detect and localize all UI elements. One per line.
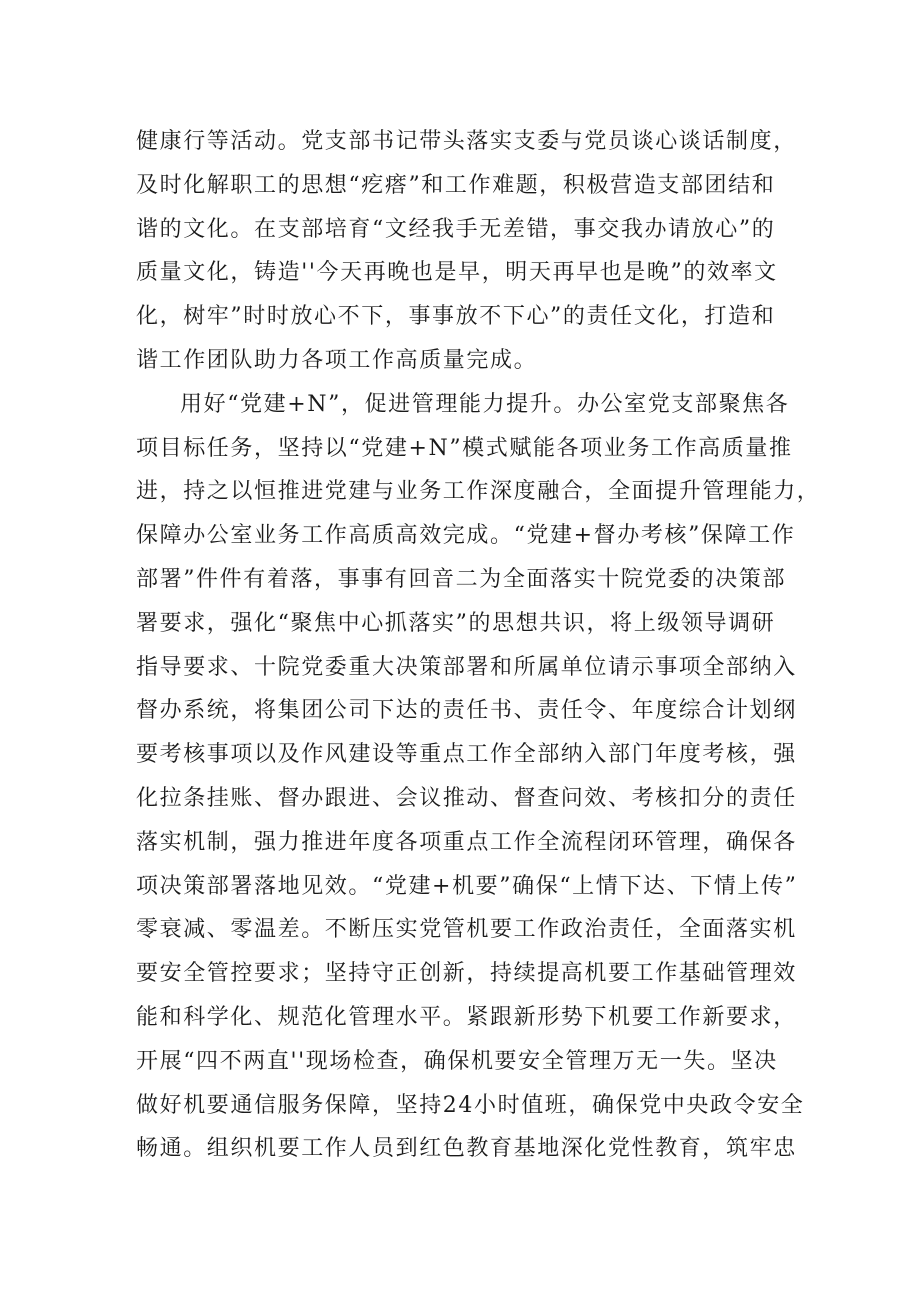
text-line: 化拉条挂账、督办跟进、会议推动、督查问效、考核扣分的责任 <box>136 785 797 811</box>
text-line: 督办系统，将集团公司下达的责任书、责任令、年度综合计划纲 <box>136 698 797 724</box>
text-line: 及时化解职工的思想“疙瘩”和工作难题，积极营造支部团结和 <box>136 172 776 198</box>
text-line: 畅通。组织机要工作人员到红色教育基地深化党性教育，筑牢忠 <box>136 1136 797 1162</box>
paragraph-start-line: 用好“党建+N”，促进管理能力提升。办公室党支部聚焦各 <box>180 391 790 417</box>
text-line: 要考核事项以及作风建设等重点工作全部纳入部门年度考核，强 <box>136 742 797 768</box>
text-line: 谐的文化。在支部培育“文经我手无差错，事交我办请放心”的 <box>136 216 776 242</box>
text-line: 健康行等活动。党支部书记带头落实支委与党员谈心谈话制度， <box>136 129 797 154</box>
text-line: 化，树牢”时时放心不下，事事放不下心”的责任文化，打造和 <box>136 304 776 330</box>
text-line: 进，持之以恒推进党建与业务工作深度融合，全面提升管理能力， <box>136 479 821 505</box>
text-line: 要安全管控要求；坚持守正创新，持续提高机要工作基础管理效 <box>136 961 797 987</box>
text-line: 质量文化，铸造''今天再晚也是早，明天再早也是晚”的效率文 <box>136 260 778 286</box>
text-line: 零衰减、零温差。不断压实党管机要工作政治责任，全面落实机 <box>136 917 797 943</box>
text-line: 指导要求、十院党委重大决策部署和所属单位请示事项全部纳入 <box>136 654 797 680</box>
text-line: 部署”件件有着落，事事有回音二为全面落实十院党委的决策部 <box>136 566 787 592</box>
body-text <box>136 120 821 1171</box>
text-line: 谐工作团队助力各项工作高质量完成。 <box>136 347 538 373</box>
text-line: 落实机制，强力推进年度各项重点工作全流程闭环管理，确保各 <box>136 829 797 855</box>
text-line: 能和科学化、规范化管理水平。紧跟新形势下机要工作新要求， <box>136 1004 797 1030</box>
text-line: 做好机要通信服务保障，坚持24小时值班，确保党中央政令安全 <box>136 1092 805 1118</box>
text-line: 署要求，强化“聚焦中心抓落实”的思想共识，将上级领导调研 <box>136 610 776 636</box>
text-line: 开展“四不两直''现场检查，确保机要安全管理万无一失。坚决 <box>136 1048 778 1074</box>
text-line: 保障办公室业务工作高质高效完成。“党建+督办考核”保障工作 <box>136 523 796 549</box>
text-line: 项目标任务，坚持以“党建+N”模式赋能各项业务工作高质量推 <box>136 435 793 461</box>
text-line: 项决策部署落地见效。“党建+机要”确保“上情下达、下情上传” <box>136 873 798 899</box>
